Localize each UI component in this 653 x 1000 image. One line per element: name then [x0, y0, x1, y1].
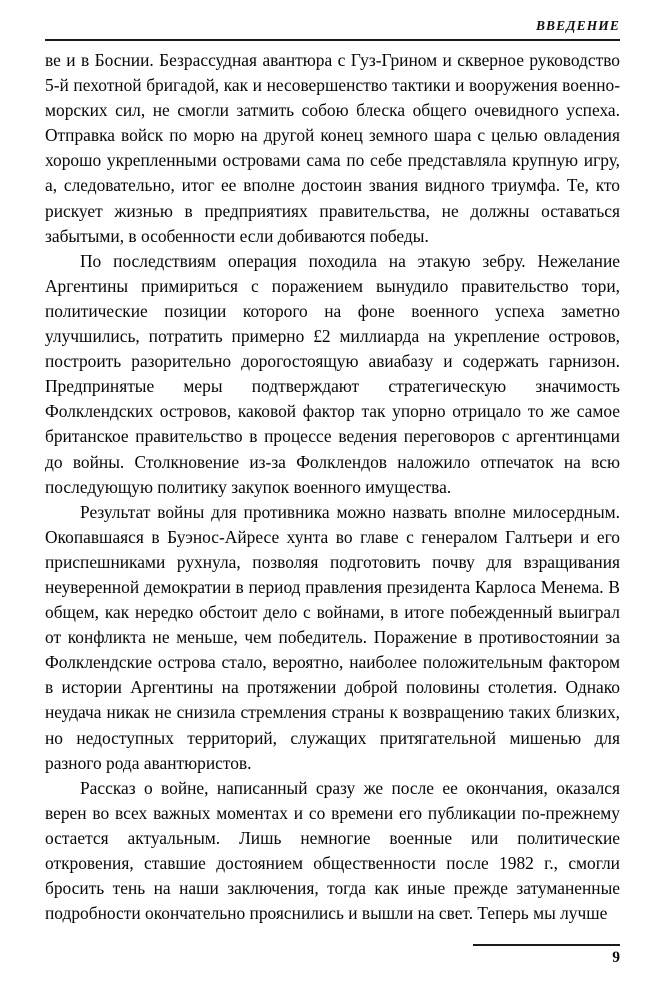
paragraph: По последствиям операция походила на этакую зебру. Нежелание Аргентины примириться с поражением вынудило правительство тори, политические позиции которого на фоне военного успеха заметно улучшились, потратить примерно £2 миллиарда на укрепление островов, построить разорительно дорогостоящую авиабазу и содержать гарнизон. Предпринятые меры подтверждают стратегическую значимость Фолклендских островов, каковой фактор так упорно отрицало то же самое британское правительство в процессе ведения переговоров с аргентинцами до войны. Столкновение из-за Фолклендов наложило отпечаток на всю последующую политику закупок военного имущества. [45, 250, 620, 497]
body-text-column [45, 48, 620, 926]
paragraph: Результат войны для противника можно назвать вполне милосердным. Окопавшаяся в Буэнос-Айресе хунта во главе с генералом Галтьери и его приспешниками рухнула, позволяя подготовить почву для взращивания неуверенной демократии в период правления президента Карлоса Менема. В общем, как нередко обстоит дело с войнами, в итоге побежденный выиграл от конфликта не меньше, чем победитель. Поражение в противостоянии за Фолклендские острова стало, вероятно, наиболее положительным фактором в истории Аргентины на протяжении доброй половины столетия. Однако неудача никак не снизила стремления страны к возвращению таких близких, но недоступных территорий, служащих притягательной мишенью для разного рода авантюристов. [45, 501, 620, 773]
paragraph: Рассказ о войне, написанный сразу же после ее окончания, оказался верен во всех важных моментах и со времени его публикации по-прежнему остается актуальным. Лишь немногие военные или политические откровения, ставшие достоянием общественности после 1982 г., смогли бросить тень на наши заключения, тогда как иные прежде затуманенные подробности окончательно прояснились и вышли на свет. Теперь мы лучше [45, 777, 620, 924]
page-number: 9 [612, 949, 620, 966]
header-rule [45, 39, 620, 41]
footer-rule [473, 944, 620, 946]
running-head [45, 18, 620, 40]
paragraph: ве и в Боснии. Безрассудная авантюра с Гуз-Грином и скверное руководство 5-й пехотной бригадой, как и несовершенство тактики и вооружения военно-морских сил, не смогли затмить собою блеска общего очевидного успеха. Отправка войск по морю на другой конец земного шара с целью овладения хорошо укрепленными островами сама по себе представляла крупную игру, а, следовательно, итог ее вполне достоин звания видного триумфа. Те, кто рискует жизнью в предприятиях правительства, не должны оставаться забытыми, в особенности если добиваются победы. [45, 50, 620, 246]
running-head-title: ВВЕДЕНИЕ [535, 18, 620, 33]
